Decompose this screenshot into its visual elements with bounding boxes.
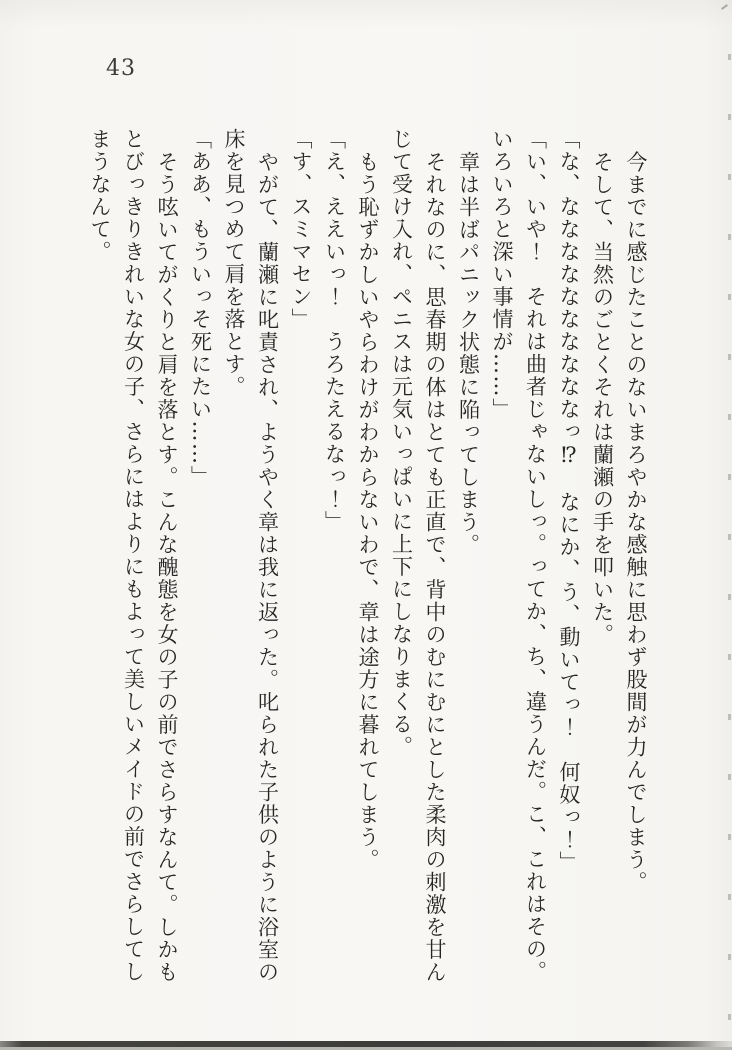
paragraph: 「ああ、もういっそ死にたい……」 [188, 128, 213, 488]
paragraph: そう呟いてがくりと肩を落とす。こんな醜態を女の子の前でさらすなんて。しかもとびっきりきれいな女の子、さらにはよりにもよって美しいメイドの前でさらしてしまうなんて。 [88, 128, 179, 983]
paragraph: もう恥ずかしいやらわけがわからないわで、章は途方に暮れてしまう。 [356, 150, 380, 871]
scan-corner-mark [721, 4, 728, 10]
paragraph: そして、当然のごとくそれは蘭瀬の手を叩いた。 [590, 150, 615, 646]
paragraph: 「え、ええいっ！ うろたえるなっ！」 [322, 128, 347, 533]
paragraph: 「す、スミマセン」 [289, 128, 313, 331]
paragraph: 今までに感じたことのないまろやかな感触に思わず股間が力んでしまう。 [624, 150, 648, 893]
paragraph: 「い、いや！ それは曲者じゃないしっ。ってか、ち、違うんだ。こ、これはその。いろいろと深い事情が……」 [490, 128, 548, 983]
page-number: 43 [106, 56, 136, 81]
paragraph: やがて、蘭瀬に叱責され、ようやく章は我に返った。叱られた子供のように浴室の床を見つめて肩を落とす。 [222, 128, 280, 983]
body-text [83, 128, 653, 986]
scan-edge-artifacts [728, 0, 731, 1040]
paragraph: それなのに、思春期の体はとても正直で、背中のむにむにとした柔肉の刺激を甘んじて受け入れ、ペニスは元気いっぱいに上下にしなりまくる。 [389, 128, 447, 983]
paragraph: 「な、ななななななななななっ⁉ なにか、う、動いてっ！ 何奴っ！」 [557, 128, 581, 874]
paragraph: 章は半ばパニック状態に陥ってしまう。 [456, 150, 481, 556]
